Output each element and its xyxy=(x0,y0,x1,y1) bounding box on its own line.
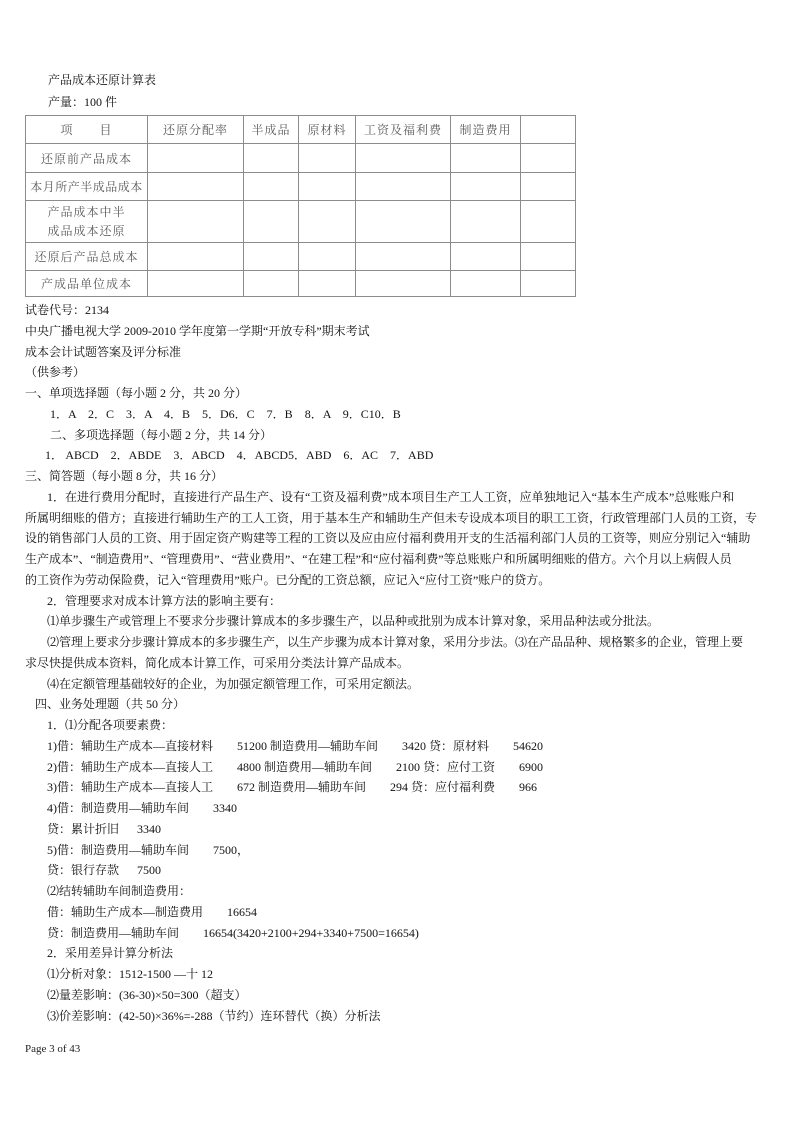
entry-line: 借：辅助生产成本—制造费用 16654 xyxy=(47,904,258,919)
answer-line: 所属明细账的借方；直接进行辅助生产的工人工资，用于基本生产和辅助生产但未专设成本项目的职工工资，行政管理部门人员的工资，专 xyxy=(25,510,758,525)
exam-title: 中央广播电视大学 2009-2010 学年度第一学期“开放专科”期末考试 xyxy=(25,323,370,338)
entry-line: 4)借：制造费用—辅助车间 3340 xyxy=(47,801,237,815)
table-row xyxy=(26,271,576,297)
table-cell xyxy=(356,271,451,297)
table-cell xyxy=(451,271,521,297)
header-wages-welfare: 工资及福利费 xyxy=(356,116,451,144)
page-number: Page 3 of 43 xyxy=(25,1043,81,1055)
table-cell xyxy=(521,144,576,173)
table-cell xyxy=(521,173,576,201)
answer-line: 求尽快提供成本资料，简化成本计算工作，可采用分类法计算产品成本。 xyxy=(25,655,410,670)
exam-note: （供参考） xyxy=(25,365,86,380)
table-cell xyxy=(244,201,299,243)
table-cell xyxy=(299,243,356,271)
cost-restore-table-caption xyxy=(48,69,156,113)
entry-line: ⑶价差影响：(42-50)×36%=-288（节约）连环替代（换）分析法 xyxy=(47,1008,381,1023)
entry-line: 2．采用差异计算分析法 xyxy=(47,946,174,961)
multiple-choice-answers: 1． ABCD 2．ABDE 3．ABCD 4．ABCD5．ABD 6．AC 7．ABD xyxy=(45,448,434,463)
row-label-line: 成品成本还原 xyxy=(47,223,126,238)
header-raw-material: 原材料 xyxy=(299,116,356,144)
answer-line: 2．管理要求对成本计算方法的影响主要有： xyxy=(47,593,282,608)
table-row xyxy=(26,243,576,271)
entry-line: 3)借：辅助生产成本—直接人工 672 制造费用—辅助车间 294 贷：应付福利费 966 xyxy=(47,780,537,795)
entry-line: 贷：制造费用—辅助车间 16654(3420+2100+294+3340+7500=16654) xyxy=(47,925,419,940)
table-row xyxy=(26,144,576,173)
table-cell xyxy=(148,173,244,201)
table-title: 产品成本还原计算表 xyxy=(48,73,157,87)
single-choice-answers: 1．A 2．C 3．A 4．B 5．D6．C 7．B 8．A 9．C10．B xyxy=(50,406,401,421)
section-heading-multiple-choice: 二、多项选择题（每小题 2 分，共 14 分） xyxy=(50,427,273,442)
entry-line: ⑵量差影响：(36-30)×50=300（超支） xyxy=(47,987,247,1002)
answer-line: 1．在进行费用分配时，直接进行产品生产、设有“工资及福利费”成本项目生产工人工资，应单独地记入“基本生产成本”总账账户和 xyxy=(47,489,735,504)
entry-line: ⑴分析对象：1512-1500 —十 12 xyxy=(47,967,213,981)
row-label: 还原前产品成本 xyxy=(26,144,148,173)
table-cell xyxy=(356,173,451,201)
section-heading-short-answer: 三、简答题（每小题 8 分，共 16 分） xyxy=(25,469,224,483)
table-cell xyxy=(521,271,576,297)
table-cell xyxy=(244,243,299,271)
section-heading-practice: 四、业务处理题（共 50 分） xyxy=(35,697,186,712)
header-item: 项 目 xyxy=(26,116,148,144)
answer-line: 设的销售部门人员的工资、用于固定资产购建等工程的工资以及应由应付福利费用开支的生活福利部门人员的工资等，则应分别记入“辅助 xyxy=(25,531,751,546)
table-cell xyxy=(356,201,451,243)
table-cell xyxy=(244,173,299,201)
entry-line: 1．⑴分配各项要素费： xyxy=(47,718,174,732)
table-row xyxy=(26,201,576,243)
exam-subtitle: 成本会计试题答案及评分标准 xyxy=(25,344,182,359)
answer-line: 的工资作为劳动保险费，记入“管理费用”账户。已分配的工资总额，应记入“应付工资”账户的贷方。 xyxy=(25,572,551,587)
answer-line: 生产成本”、“制造费用”、“管理费用”、“营业费用”、“在建工程”和“应付福利费”等总账账户和所属明细账的借方。六个月以上病假人员 xyxy=(25,552,732,566)
answer-key-body xyxy=(25,300,785,1026)
table-cell xyxy=(148,201,244,243)
header-manufacturing-cost: 制造费用 xyxy=(451,116,521,144)
table-cell xyxy=(148,271,244,297)
table-cell xyxy=(356,243,451,271)
answer-line: ⑵管理上要求分步骤计算成本的多步骤生产，以生产步骤为成本计算对象，采用分步法。⑶在产品品种、规格繁多的企业，管理上要 xyxy=(47,635,744,649)
header-blank xyxy=(521,116,576,144)
table-cell xyxy=(299,173,356,201)
row-label: 产成品单位成本 xyxy=(26,271,148,297)
row-label: 还原后产品总成本 xyxy=(26,243,148,271)
answer-line: ⑷在定额管理基础较好的企业，为加强定额管理工作，可采用定额法。 xyxy=(47,676,420,691)
table-cell xyxy=(356,144,451,173)
table-header-row xyxy=(26,116,576,144)
table-cell xyxy=(299,271,356,297)
table-cell xyxy=(451,201,521,243)
table-cell xyxy=(244,144,299,173)
cost-restore-table xyxy=(25,115,576,297)
table-cell xyxy=(451,144,521,173)
table-cell xyxy=(299,201,356,243)
header-restore-rate: 还原分配率 xyxy=(148,116,244,144)
table-cell xyxy=(244,271,299,297)
table-cell xyxy=(521,201,576,243)
exam-code: 试卷代号：2134 xyxy=(25,303,110,317)
entry-line: 贷：银行存款 7500 xyxy=(47,863,162,878)
section-heading-single-choice: 一、单项选择题（每小题 2 分，共 20 分） xyxy=(25,386,248,400)
table-row xyxy=(26,173,576,201)
row-label xyxy=(26,201,148,243)
table-cell xyxy=(521,243,576,271)
table-cell xyxy=(451,243,521,271)
entry-line: 1)借：辅助生产成本—直接材料 51200 制造费用—辅助车间 3420 贷：原材料 54620 xyxy=(47,738,543,753)
table-cell xyxy=(148,144,244,173)
table-cell xyxy=(299,144,356,173)
answer-line: ⑴单步骤生产或管理上不要求分步骤计算成本的多步骤生产，以品种或批别为成本计算对象，采用品种法或分批法。 xyxy=(47,614,660,629)
row-label: 本月所产半成品成本 xyxy=(26,173,148,201)
output-quantity: 产量：100 件 xyxy=(48,95,118,109)
entry-line: ⑵结转辅助车间制造费用： xyxy=(47,884,192,898)
table-cell xyxy=(451,173,521,201)
entry-line: 贷：累计折旧 3340 xyxy=(47,821,162,836)
entry-line: 2)借：辅助生产成本—直接人工 4800 制造费用—辅助车间 2100 贷：应付工资 6900 xyxy=(47,759,543,774)
row-label-line: 产品成本中半 xyxy=(47,204,126,219)
entry-line: 5)借：制造费用—辅助车间 7500， xyxy=(47,842,249,857)
header-semi-finished: 半成品 xyxy=(244,116,299,144)
table-cell xyxy=(148,243,244,271)
